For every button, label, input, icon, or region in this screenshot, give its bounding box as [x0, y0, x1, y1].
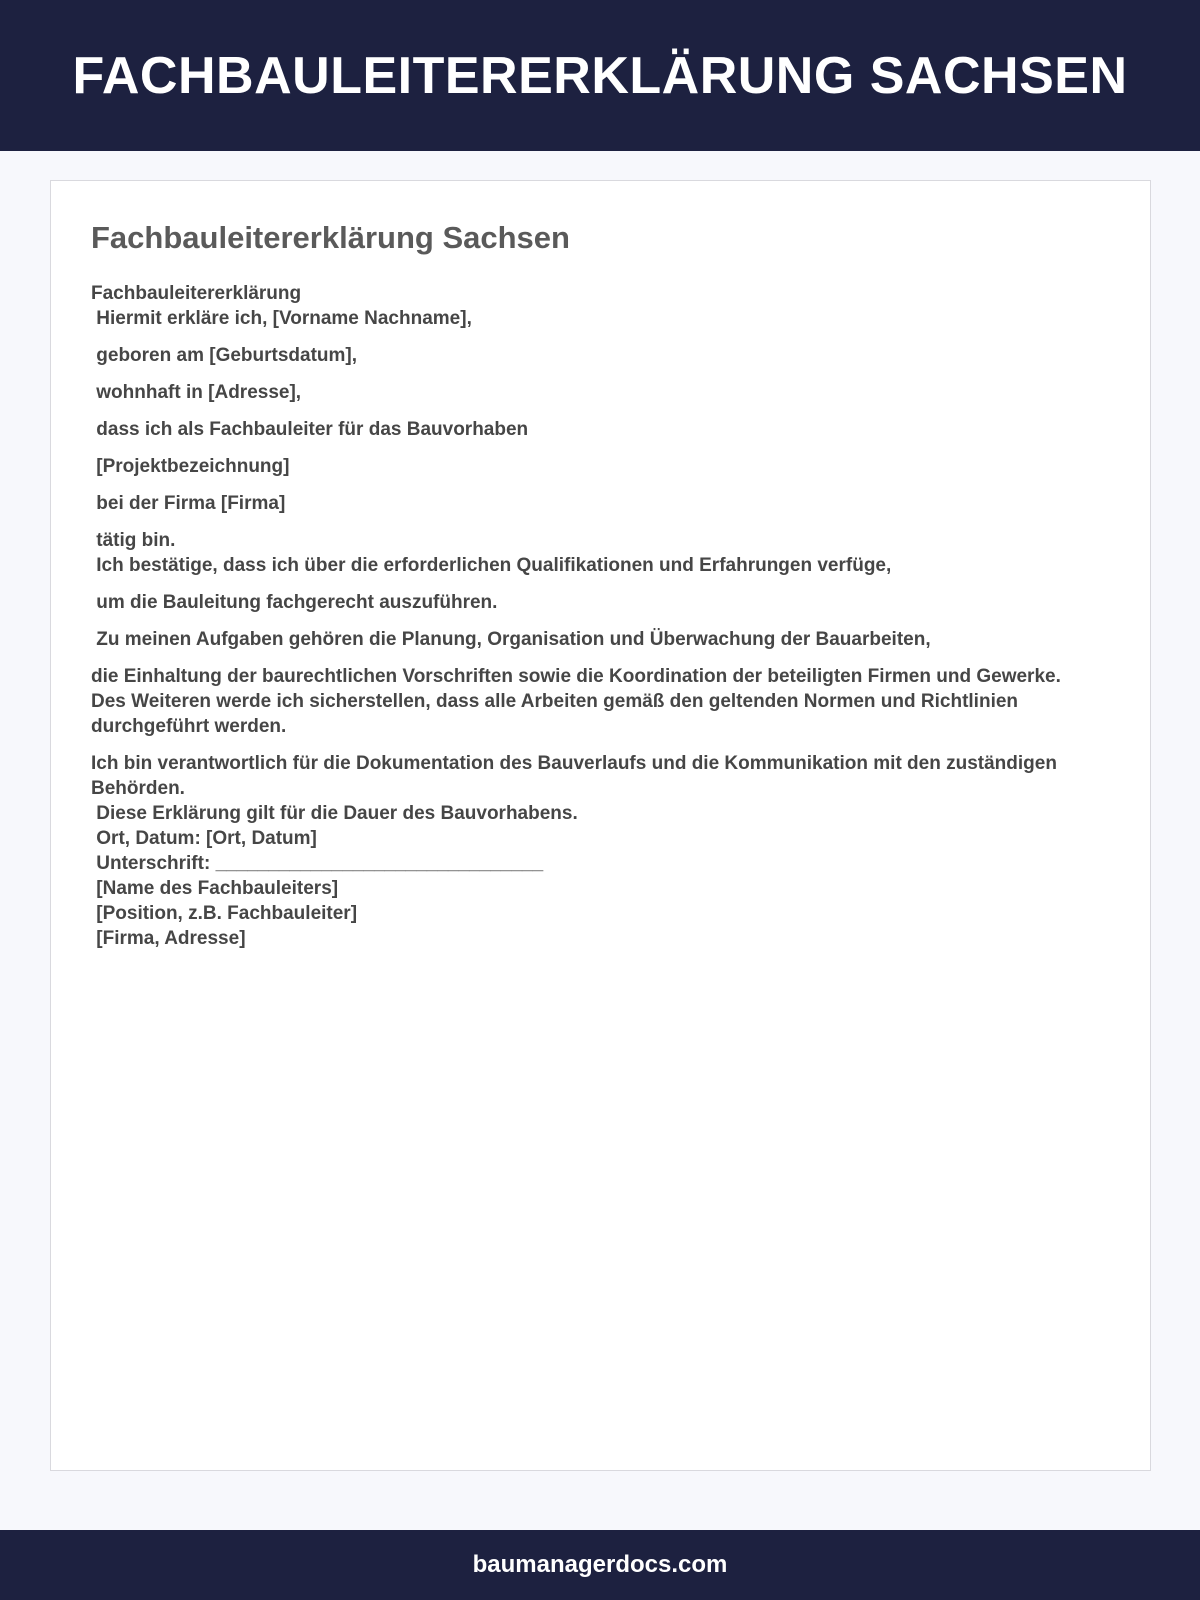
page-header — [0, 0, 1200, 151]
doc-line-project: [Projektbezeichnung] — [91, 456, 290, 477]
doc-line-execution: um die Bauleitung fachgerecht auszuführen. — [91, 592, 498, 613]
doc-line-signer-company: [Firma, Adresse] — [91, 928, 246, 949]
doc-line-documentation: Ich bin verantwortlich für die Dokumentation des Bauverlaufs und die Kommunikation mit den zuständigen Behörden. — [91, 753, 1063, 799]
doc-line-signature: Unterschrift: _______________________________ — [91, 853, 544, 874]
doc-line-signer-position: [Position, z.B. Fachbauleiter] — [91, 903, 358, 924]
page-footer — [0, 1530, 1200, 1600]
doc-line-validity: Diese Erklärung gilt für die Dauer des Bauvorhabens. — [91, 803, 578, 824]
document-card — [50, 180, 1151, 1471]
doc-line-place-date: Ort, Datum: [Ort, Datum] — [91, 828, 317, 849]
doc-line-signer-name: [Name des Fachbauleiters] — [91, 878, 339, 899]
document-title: Fachbauleitererklärung Sachsen — [91, 220, 570, 255]
doc-line-compliance: die Einhaltung der baurechtlichen Vorschriften sowie die Koordination der beteiligten Firmen und Gewerke. — [91, 666, 1061, 687]
doc-line-tasks: Zu meinen Aufgaben gehören die Planung, Organisation und Überwachung der Bauarbeiten, — [91, 629, 931, 650]
doc-line-birthdate: geboren am [Geburtsdatum], — [91, 345, 358, 366]
document-body — [91, 281, 1091, 951]
doc-line-name: Hiermit erkläre ich, [Vorname Nachname], — [91, 308, 472, 329]
doc-line-role: dass ich als Fachbauleiter für das Bauvorhaben — [91, 419, 529, 440]
header-title: FACHBAULEITERERKLÄRUNG SACHSEN — [72, 46, 1128, 105]
doc-line-address: wohnhaft in [Adresse], — [91, 382, 302, 403]
doc-line-qualifications: Ich bestätige, dass ich über die erforderlichen Qualifikationen und Erfahrungen verfüge, — [91, 555, 892, 576]
doc-line-active: tätig bin. — [91, 530, 176, 551]
doc-line-heading: Fachbauleitererklärung — [91, 283, 302, 304]
doc-line-standards: Des Weiteren werde ich sicherstellen, dass alle Arbeiten gemäß den geltenden Normen und Richtlinien durchgeführt werden. — [91, 691, 1024, 737]
doc-line-company: bei der Firma [Firma] — [91, 493, 286, 514]
footer-site-link[interactable]: baumanagerdocs.com — [472, 1551, 728, 1578]
